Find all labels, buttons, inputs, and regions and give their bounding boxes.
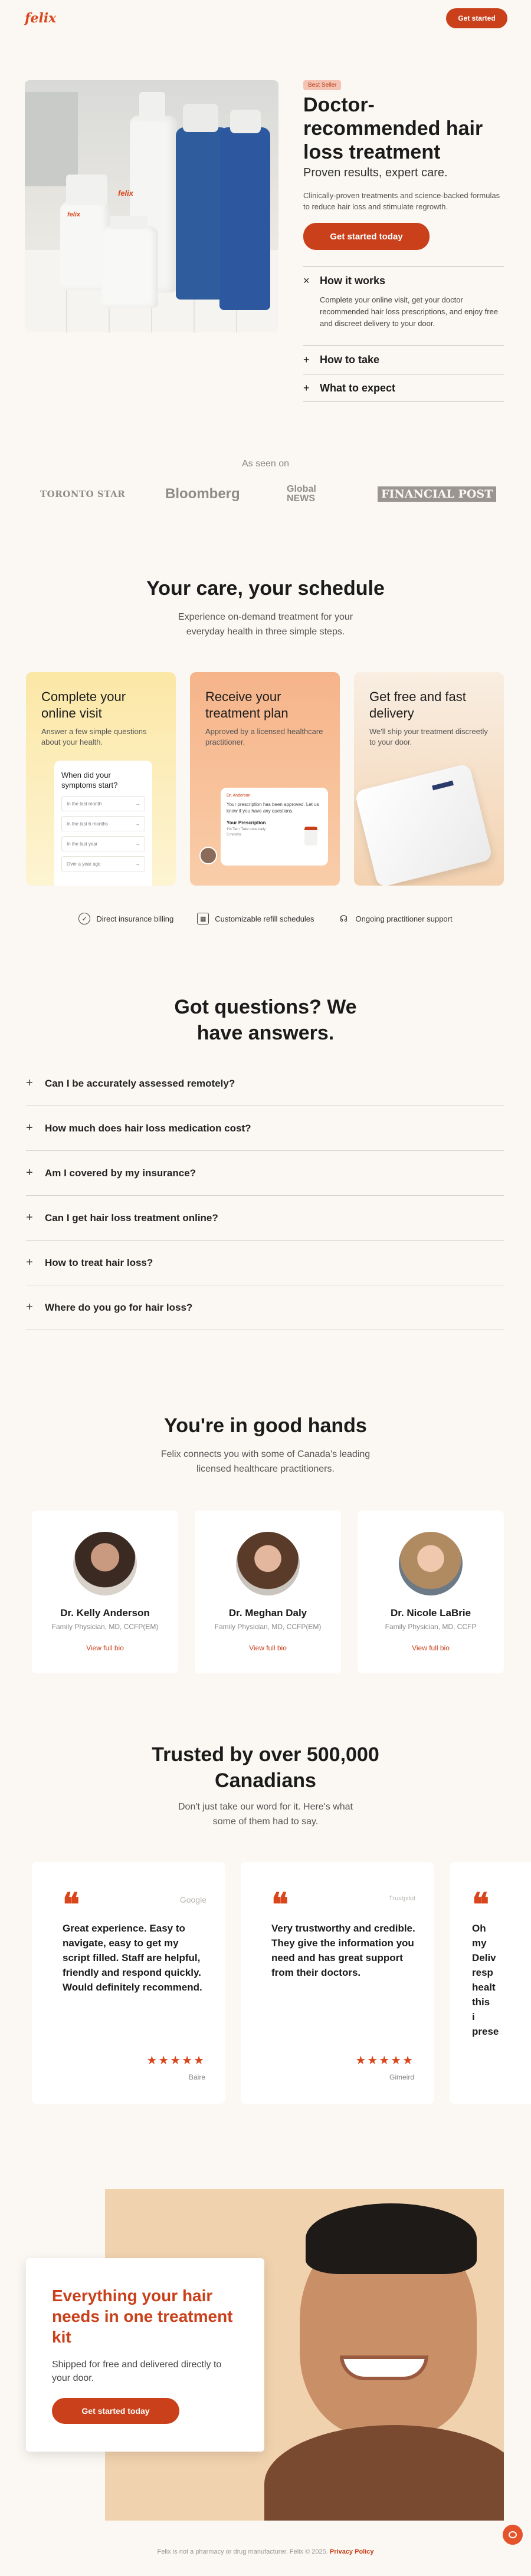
calendar-icon: ▦ bbox=[197, 913, 209, 925]
banner-get-started-button[interactable]: Get started today bbox=[52, 2398, 179, 2424]
reviews-title: Trusted by over 500,000 Canadians bbox=[152, 1743, 379, 1792]
plus-icon[interactable]: + bbox=[303, 353, 310, 366]
view-bio-link[interactable]: View full bio bbox=[249, 1644, 287, 1652]
plus-icon: + bbox=[26, 1211, 33, 1224]
prescription-mockup bbox=[221, 788, 328, 866]
felix-logo[interactable]: felix bbox=[25, 11, 57, 26]
card-title: Receive your treatment plan bbox=[205, 689, 289, 721]
pill-bottle-icon bbox=[304, 827, 317, 845]
provider-role: Family Physician, MD, CCFP(EM) bbox=[51, 1623, 159, 1631]
quote-icon: ❝ bbox=[271, 1886, 289, 1923]
plus-icon: + bbox=[26, 1166, 33, 1179]
feature-support: ☊ Ongoing practitioner support bbox=[338, 913, 453, 925]
review-card bbox=[32, 1862, 225, 2104]
mock-rx-duration: 3 months bbox=[227, 833, 241, 837]
mock-option: Over a year ago bbox=[67, 861, 101, 867]
footer bbox=[0, 2548, 531, 2555]
faq-list bbox=[26, 1061, 504, 1330]
feature-insurance: ✓ Direct insurance billing bbox=[78, 913, 173, 925]
global-news-logo: Global NEWS bbox=[287, 484, 316, 504]
plus-icon: + bbox=[26, 1256, 33, 1269]
header-get-started-button[interactable]: Get started bbox=[446, 8, 507, 28]
feature-list bbox=[0, 913, 531, 925]
reviewer-name: Baire bbox=[188, 2073, 205, 2081]
provider-name: Dr. Kelly Anderson bbox=[60, 1607, 150, 1618]
accordion-how-it-works[interactable] bbox=[303, 267, 504, 340]
financial-post-logo: FINANCIAL POST bbox=[378, 486, 496, 502]
faq-item[interactable]: + Can I be accurately assessed remotely? bbox=[26, 1061, 504, 1106]
accordion-label: What to expect bbox=[320, 381, 396, 394]
accordion-what-to-expect[interactable] bbox=[303, 374, 504, 402]
provider-card bbox=[358, 1511, 504, 1673]
provider-name: Dr. Nicole LaBrie bbox=[390, 1607, 471, 1618]
questionnaire-mockup: When did your symptoms start? In the last month → In the last 6 months → In the last year → Over a year ago → bbox=[54, 761, 152, 886]
chat-icon bbox=[509, 2531, 517, 2538]
step-card-treatment-plan bbox=[190, 672, 340, 886]
accordion-how-to-take[interactable] bbox=[303, 346, 504, 373]
as-seen-on-title: As seen on bbox=[241, 459, 290, 469]
mock-message: Your prescription has been approved. Let us know if you have any questions. bbox=[227, 802, 319, 814]
provider-photo bbox=[73, 1532, 137, 1595]
plus-icon: + bbox=[26, 1077, 33, 1090]
chat-button[interactable] bbox=[503, 2525, 523, 2545]
care-subtitle: Experience on-demand treatment for your everyday health in three simple steps. bbox=[178, 612, 353, 637]
view-bio-link[interactable]: View full bio bbox=[86, 1644, 124, 1652]
step-card-online-visit bbox=[26, 672, 176, 886]
mock-doctor: Dr. Anderson bbox=[227, 794, 251, 798]
hero-get-started-button[interactable]: Get started today bbox=[303, 223, 430, 250]
close-icon[interactable]: × bbox=[303, 274, 310, 287]
step-card-delivery bbox=[354, 672, 504, 886]
mock-option: In the last month bbox=[67, 801, 102, 807]
care-title: Your care, your schedule bbox=[146, 577, 385, 600]
toronto-star-logo: TORONTO STAR bbox=[40, 489, 126, 499]
card-text: We'll ship your treatment discreetly to your door. bbox=[369, 727, 488, 746]
faq-item[interactable]: + How to treat hair loss? bbox=[26, 1241, 504, 1285]
hero-product-image: felix felix bbox=[25, 80, 278, 333]
card-text: Answer a few simple questions about your health. bbox=[41, 727, 147, 746]
hero-description: Clinically-proven treatments and science-backed formulas to reduce hair loss and stimulate regrowth. bbox=[303, 191, 500, 211]
card-text: Approved by a licensed healthcare practitioner. bbox=[205, 727, 323, 746]
trustpilot-logo: Trustpilot bbox=[389, 1895, 415, 1902]
faq-item[interactable]: + Am I covered by my insurance? bbox=[26, 1151, 504, 1196]
doctor-avatar bbox=[199, 847, 217, 864]
mock-rx-title: Your Prescription bbox=[227, 820, 266, 825]
reviewer-name: Gimeird bbox=[389, 2073, 414, 2081]
mock-option: In the last 6 months bbox=[67, 821, 108, 827]
reviews-subtitle: Don't just take our word for it. Here's what some of them had to say. bbox=[178, 1802, 353, 1827]
plus-icon: + bbox=[26, 1301, 33, 1314]
bloomberg-logo: Bloomberg bbox=[165, 486, 240, 502]
providers-subtitle: Felix connects you with some of Canada's leading licensed healthcare practitioners. bbox=[160, 1449, 371, 1474]
faq-item[interactable]: + Where do you go for hair loss? bbox=[26, 1285, 504, 1330]
plus-icon[interactable]: + bbox=[303, 381, 310, 394]
mock-option: In the last year bbox=[67, 841, 98, 847]
footer-text: Felix is not a pharmacy or drug manufacturer. Felix © 2025. bbox=[157, 2548, 328, 2555]
faq-item[interactable]: + How much does hair loss medication cost? bbox=[26, 1106, 504, 1151]
quote-icon: ❝ bbox=[472, 1886, 490, 1923]
providers-title: You're in good hands bbox=[164, 1414, 367, 1437]
faq-title: Got questions? We have answers. bbox=[174, 996, 357, 1044]
card-title: Complete your online visit bbox=[41, 689, 126, 721]
provider-role: Family Physician, MD, CCFP bbox=[385, 1623, 477, 1631]
banner-title: Everything your hair needs in one treatment kit bbox=[52, 2287, 233, 2346]
mock-rx-detail: 1% Tab / Take once daily bbox=[227, 828, 266, 831]
accordion-label: How it works bbox=[320, 274, 386, 287]
hero-subtitle: Proven results, expert care. bbox=[303, 166, 448, 179]
provider-photo bbox=[399, 1532, 463, 1595]
provider-name: Dr. Meghan Daly bbox=[228, 1607, 307, 1618]
mock-question: When did your symptoms start? bbox=[61, 771, 118, 789]
provider-role: Family Physician, MD, CCFP(EM) bbox=[214, 1623, 322, 1631]
star-rating: ★★★★★ bbox=[355, 2054, 414, 2067]
stethoscope-icon: ☊ bbox=[339, 914, 348, 924]
feature-refill: ▦ Customizable refill schedules bbox=[197, 913, 314, 925]
delivery-package-image bbox=[355, 763, 493, 886]
site-header bbox=[0, 0, 531, 37]
review-card bbox=[241, 1862, 434, 2104]
provider-card bbox=[195, 1511, 341, 1673]
accordion-label: How to take bbox=[320, 353, 380, 366]
plus-icon: + bbox=[26, 1121, 33, 1134]
review-text: Very trustworthy and credible. They give the information you need and has great support from their doctors. bbox=[271, 1923, 415, 1978]
privacy-policy-link[interactable]: Privacy Policy bbox=[329, 2548, 374, 2555]
quote-icon: ❝ bbox=[63, 1886, 80, 1923]
accordion-body: Complete your online visit, get your doctor recommended hair loss prescriptions, and enjoy free and discreet delivery to your door. bbox=[320, 295, 499, 328]
google-logo: Google bbox=[179, 1895, 206, 1904]
view-bio-link[interactable]: View full bio bbox=[412, 1644, 450, 1652]
check-icon: ✓ bbox=[78, 913, 90, 925]
best-seller-badge: Best Seller bbox=[303, 80, 341, 90]
provider-card bbox=[32, 1511, 178, 1673]
banner-text: Shipped for free and delivered directly to your door. bbox=[52, 2360, 222, 2383]
faq-item[interactable]: + Can I get hair loss treatment online? bbox=[26, 1196, 504, 1241]
star-rating: ★★★★★ bbox=[146, 2054, 205, 2067]
provider-photo bbox=[236, 1532, 300, 1595]
review-text: Great experience. Easy to navigate, easy to get my script filled. Staff are helpful, friendly and respond quickly. Would definitely recommend. bbox=[63, 1923, 202, 1993]
card-title: Get free and fast delivery bbox=[369, 689, 466, 721]
review-card-partial bbox=[450, 1862, 531, 2104]
review-text: Oh my Deliv resp healt this i prese bbox=[472, 1923, 499, 2037]
hero-title: Doctor-recommended hair loss treatment bbox=[303, 94, 483, 163]
banner-cta-card bbox=[26, 2258, 264, 2452]
